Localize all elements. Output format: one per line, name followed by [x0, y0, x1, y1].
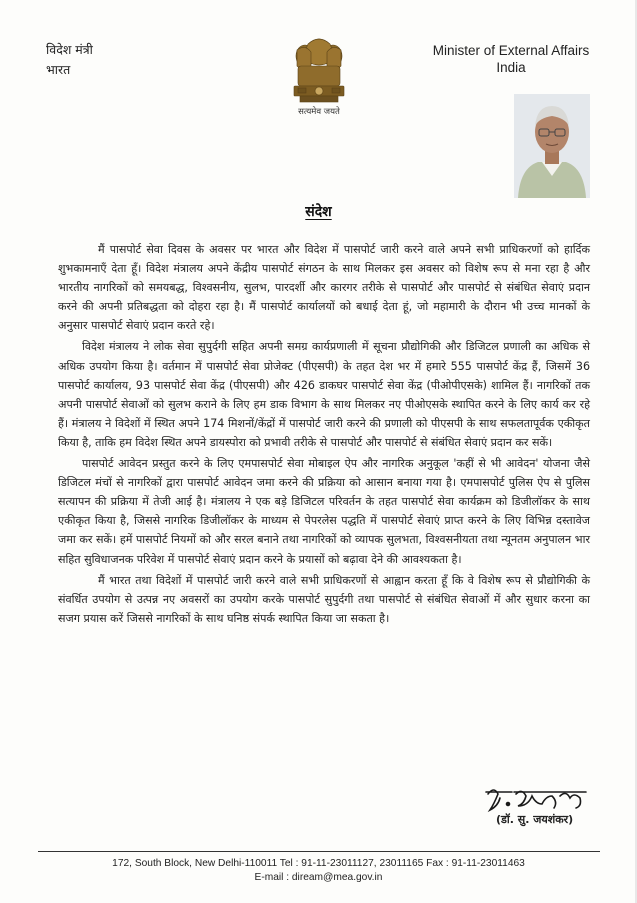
footer — [0, 857, 637, 885]
paragraph-2: विदेश मंत्रालय ने लोक सेवा सुपुर्दगी सहित अपनी समग्र कार्यप्रणाली में सूचना प्रौद्योगिकी और डिजिटल प्रणाली का अधिक से अधिक उपयोग किया है। वर्तमान में पासपोर्ट सेवा प्रोजेक्ट (पीएसपी) के तहत देश भर में हमारे 555 पासपोर्ट केंद्र हैं, जिसमें 36 पासपोर्ट कार्यालय, 93 पासपोर्ट सेवा केंद्र (पीएसपी) और 426 डाकघर पासपोर्ट सेवा केंद्र (पीओपीएसके) शामिल हैं। नागरिकों तक अपनी पासपोर्ट सेवाओं को सुलभ कराने के लिए हम डाक विभाग के साथ मिलकर नए पीओएसके स्थापित करने के लिए कार्य कर रहे हैं। मंत्रालय ने विदेशों में स्थित अपने 174 मिशनों/केंद्रों में पासपोर्ट जारी करने की प्रणाली को पीएसपी के साथ सफलतापूर्वक एकीकृत किया है, ताकि हम विदेश स्थित अपने डायस्पोरा को प्रभावी तरीके से पासपोर्ट और पासपोर्ट से संबंधित सेवाएं प्रदान कर सकें। — [58, 340, 590, 449]
footer-divider — [38, 851, 600, 852]
header-left-title: विदेश मंत्री — [46, 42, 93, 57]
footer-address: 172, South Block, New Delhi-110011 Tel : 91-11-23011127, 23011165 Fax : 91-11-23011463 — [112, 858, 525, 869]
letter-title: संदेश — [305, 204, 332, 220]
header-right-title: Minister of External Affairs — [432, 43, 590, 58]
emblem-motto: सत्यमेव जयते — [298, 107, 340, 117]
signature-name: (डॉ. सु. जयशंकर) — [496, 813, 574, 826]
paragraph-3: पासपोर्ट आवेदन प्रस्तुत करने के लिए एमपासपोर्ट सेवा मोबाइल ऐप और नागरिक अनुकूल 'कहीं से भी आवेदन' योजना जैसे डिजिटल मंचों से नागरिकों द्वारा पासपोर्ट आवेदन जमा करने की प्रक्रिया को आसान बनाया गया है। एमपासपोर्ट पुलिस ऐप से पुलिस सत्यापन की प्रक्रिया में तेजी आई है। मंत्रालय ने एक बड़े डिजिटल परिवर्तन के तहत पासपोर्ट सेवा कार्यक्रम को डिजीलॉकर के साथ एकीकृत किया है, जिससे नागरिक डिजीलॉकर के माध्यम से पेपरलेस पद्धति में पासपोर्ट सेवाएं प्राप्त करने के लिए विभिन्न दस्तावेज जमा कर सकें। हमें पासपोर्ट नियमों को और सरल बनाने तथा नागरिकों को व्यापक सुलभता, विश्वसनीयता तथा न्यूनतम अनुपालन भार सहित सुविधाजनक परिवेश में पासपोर्ट सेवाएं प्रदान करने के प्रयासों को बढ़ावा देने की आवश्यकता है। — [58, 457, 590, 566]
letter-body — [58, 240, 590, 630]
header-right-country: India — [496, 60, 526, 75]
handwritten-signature — [482, 782, 592, 816]
header-left-country: भारत — [46, 62, 71, 77]
paragraph-4: मैं भारत तथा विदेशों में पासपोर्ट जारी करने वाले सभी प्राधिकरणों से आह्वान करता हूँ कि वे विशेष रूप से प्रौद्योगिकी के संवर्धित उपयोग से उत्पन्न नए अवसरों का उपयोग करके पासपोर्ट सुपुर्दगी तथा पासपोर्ट से संबंधित सेवाओं में और सुधार करना का सजग प्रयास करें जिससे नागरिकों के साथ घनिष्ठ संपर्क स्थापित किया जा सकता है। — [58, 573, 590, 625]
footer-email: E-mail : diream@mea.gov.in — [254, 872, 383, 883]
minister-portrait — [514, 94, 590, 198]
header-left — [46, 40, 93, 80]
paragraph-1: मैं पासपोर्ट सेवा दिवस के अवसर पर भारत और विदेश में पासपोर्ट जारी करने वाले अपने सभी प्राधिकरणों को हार्दिक शुभकामनाएँ देता हूँ। विदेश मंत्रालय अपने केंद्रीय पासपोर्ट संगठन के साथ मिलकर इस अवसर को विशेष रूप से मना रहा है और भारतीय नागरिकों को समयबद्ध, विश्वसनीय, सुलभ, पारदर्शी और कारगर तरीके से पासपोर्ट और पासपोर्ट से संबंधित सेवाएं प्रदान करने की अपनी प्रतिबद्धता को दोहरा रहा है। मैं पासपोर्ट कार्यालयों को बधाई देता हूं, जो महामारी के दौरान भी उच्च मानकों के अनुसार पासपोर्ट सेवाएं प्रदान करते रहे। — [58, 243, 590, 333]
header-right — [411, 42, 611, 76]
